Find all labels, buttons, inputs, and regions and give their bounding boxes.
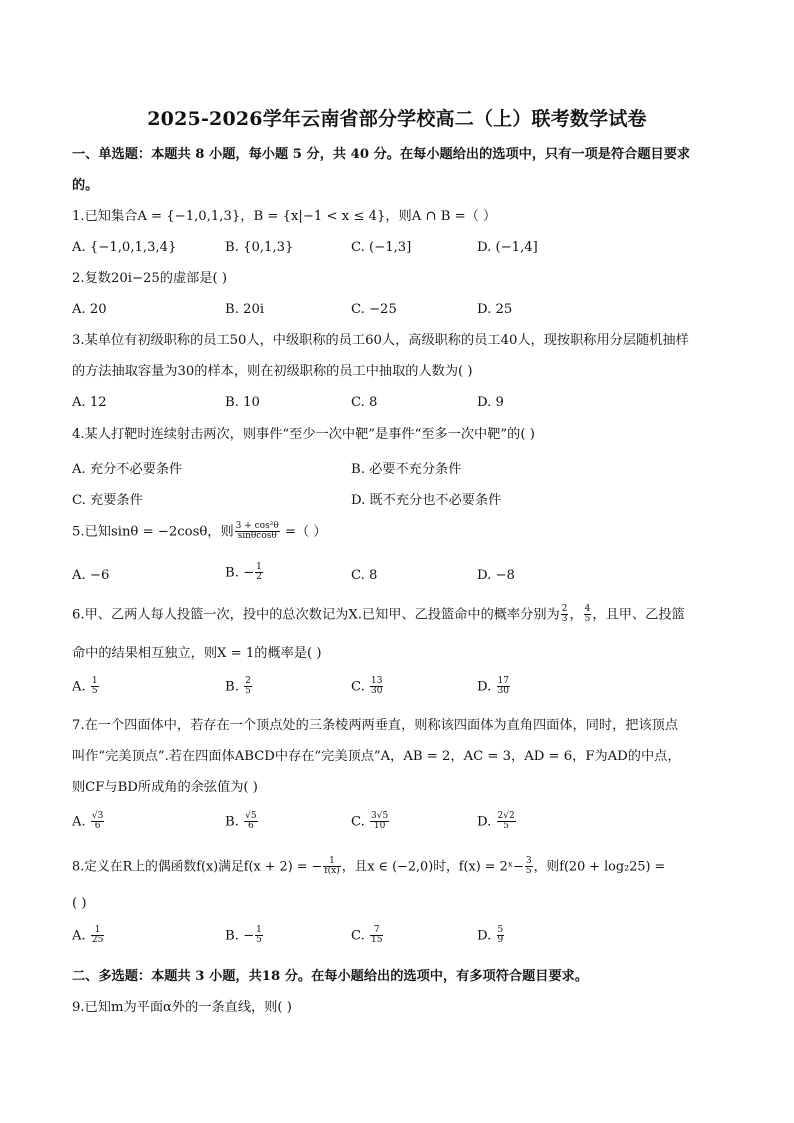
fraction-num: 1 [91,676,98,686]
fraction-den: 3 [561,614,568,625]
fraction-den: 6 [94,821,101,832]
option-fraction [497,677,510,697]
option-label: D. [477,928,492,944]
fraction-den: 9 [497,935,504,946]
option-fraction [91,926,104,946]
fraction-den: 2 [256,572,262,583]
question-5-option-a: A. −6 [72,568,110,583]
option-fraction [244,677,252,697]
question-5-option-d: D. −8 [477,568,515,583]
question-2-option-d: D. 25 [477,302,513,317]
fraction-den: 5 [91,686,98,697]
question-8-option-b [225,926,264,946]
option-label: A. [72,814,86,830]
question-8-stem-text: 8.定义在R上的偶函数f(x)满足f(x + 2) = − [72,859,323,875]
question-4-option-d: D. 既不充分也不必要条件 [351,493,502,508]
question-4-option-a: A. 充分不必要条件 [72,462,183,477]
question-7-option-d [477,812,517,832]
question-2-option-c: C. −25 [351,302,397,317]
fraction-den: 15 [371,935,383,946]
question-5-stem-text: 5.已知sinθ = −2cosθ，则 [72,524,234,540]
fraction-den: 5 [256,935,262,946]
question-9-stem: 9.已知m为平面α外的一条直线，则( ) [72,1000,292,1015]
section-1-heading: 一、单选题：本题共 8 小题，每小题 5 分，共 40 分。在每小题给出的选项中，只有一项是符合题目要求 [72,147,691,162]
fraction-num: 1 [323,857,340,867]
question-5-fraction-den: sinθcosθ [237,531,277,542]
question-5-option-b-label: B. − [225,565,255,581]
question-7-option-b [225,812,259,832]
option-label: A. [72,679,86,695]
fraction-num: 3 [525,856,532,866]
question-6-prob-1 [561,605,569,625]
question-6-option-a [72,677,100,697]
question-2-stem: 2.复数20i−25的虚部是( ) [72,271,228,286]
question-5-option-c: C. 8 [351,568,378,583]
option-fraction [244,812,257,832]
fraction-den: 6 [247,821,254,832]
question-5-stem-end: =（ ） [280,524,327,540]
fraction-num: 1 [256,925,262,935]
question-6-prob-2 [584,605,592,625]
question-6-stem [72,605,685,625]
fraction-num: 1 [256,562,262,572]
option-label: D. [477,814,492,830]
fraction-num: 4 [584,604,591,614]
question-7-stem-cont-2: 则CF与BD所成角的余弦值为( ) [72,780,258,795]
fraction-num: 1 [91,926,104,936]
fraction-num: √5 [245,811,257,821]
fraction-num: 3√5 [371,811,389,821]
fraction-num: √3 [91,811,104,821]
fraction-num: 17 [497,676,509,686]
fraction-num: 2 [561,604,568,614]
option-fraction [497,812,516,832]
question-1-option-c: C. (−1,3] [351,240,412,255]
exam-title: 2025-2026学年云南省部分学校高二（上）联考数学试卷 [147,108,647,130]
question-6-stem-text-2: ，且甲、乙投篮 [592,607,685,623]
option-label: B. [225,679,239,695]
question-7-option-a [72,812,105,832]
fraction-den: 5 [525,866,532,877]
question-1-option-a: A. {−1,0,1,3,4} [72,240,177,255]
question-2-option-b: B. 20i [225,302,265,317]
fraction-num: 7 [370,926,383,936]
option-fraction [91,677,99,697]
question-5-fraction [235,522,280,542]
question-6-option-d [477,677,511,697]
fraction-num: 13 [371,676,383,686]
question-6-sep: ， [569,607,583,623]
question-8-stem-text-2: ，且x ∈ (−2,0)时，f(x) = 2ˣ− [341,859,524,875]
option-fraction [91,812,104,832]
fraction-num: 2√2 [497,811,515,821]
option-label: D. [477,679,492,695]
fraction-den: 30 [497,686,509,697]
question-8-stem-cont: ( ) [72,896,87,911]
option-label: C. [351,928,365,944]
option-fraction [497,926,505,946]
question-4-option-b: B. 必要不充分条件 [351,462,462,477]
question-3-option-d: D. 9 [477,395,504,410]
question-3-stem-cont: 的方法抽取容量为30的样本，则在初级职称的员工中抽取的人数为( ) [72,364,473,379]
question-8-fraction-1 [323,857,340,877]
question-7-stem: 7.在一个四面体中，若存在一个顶点处的三条棱两两垂直，则称该四面体为直角四面体，同时，把该顶点 [72,718,679,733]
fraction-num: 2 [245,676,251,686]
question-3-option-c: C. 8 [351,395,378,410]
question-8-option-c [351,926,384,946]
question-1-option-b: B. {0,1,3} [225,240,294,255]
question-7-stem-cont: 叫作“完美顶点”.若在四面体ABCD中存在“完美顶点”A，AB = 2，AC = 3，AD = 6，F为AD的中点， [72,749,681,764]
question-4-stem: 4.某人打靶时连续射击两次，则事件“至少一次中靶”是事件“至多一次中靶”的( ) [72,427,535,442]
question-2-option-a: A. 20 [72,302,107,317]
question-3-option-b: B. 10 [225,395,260,410]
question-5-option-b-fraction [255,563,263,583]
option-fraction [370,812,389,832]
question-5-stem [72,522,327,542]
option-fraction [370,926,383,946]
question-5-option-b [225,563,264,583]
fraction-den: 5 [584,614,591,625]
question-8-option-d [477,926,505,946]
question-6-stem-cont: 命中的结果相互独立，则X = 1的概率是( ) [72,646,322,661]
option-label: B. − [225,928,255,944]
question-3-stem: 3.某单位有初级职称的员工50人，中级职称的员工60人，高级职称的员工40人，现按职称用分层随机抽样 [72,333,689,348]
section-1-heading-cont: 的。 [72,178,99,193]
fraction-den: f(x) [324,866,340,877]
question-1-stem: 1.已知集合A = {−1,0,1,3}，B = {x|−1 < x ≤ 4}，则A ∩ B =（ ） [72,209,497,224]
question-8-stem [72,857,665,877]
section-2-heading: 二、多选题：本题共 3 小题，共18 分。在每小题给出的选项中，有多项符合题目要求。 [72,969,589,984]
question-3-option-a: A. 12 [72,395,107,410]
fraction-den: 25 [91,935,104,946]
question-5-fraction-num: 3 + cos²θ [235,521,279,531]
question-1-option-d: D. (−1,4] [477,240,538,255]
question-6-option-b [225,677,253,697]
fraction-den: 5 [503,821,509,832]
question-8-stem-text-3: ，则f(20 + log₂25) = [533,859,666,875]
question-4-option-c: C. 充要条件 [72,493,143,508]
question-8-fraction-2 [525,857,533,877]
option-label: C. [351,814,365,830]
fraction-num: 5 [497,925,504,935]
question-7-option-c [351,812,390,832]
question-6-stem-text: 6.甲、乙两人每人投篮一次，投中的总次数记为X.已知甲、乙投篮命中的概率分别为 [72,607,560,623]
question-6-option-c [351,677,384,697]
option-fraction [255,926,263,946]
fraction-den: 5 [245,686,251,697]
option-fraction [370,677,383,697]
option-label: B. [225,814,239,830]
fraction-den: 30 [371,686,383,697]
question-8-option-a [72,926,105,946]
option-label: A. [72,928,86,944]
fraction-den: 10 [373,821,386,832]
option-label: C. [351,679,365,695]
